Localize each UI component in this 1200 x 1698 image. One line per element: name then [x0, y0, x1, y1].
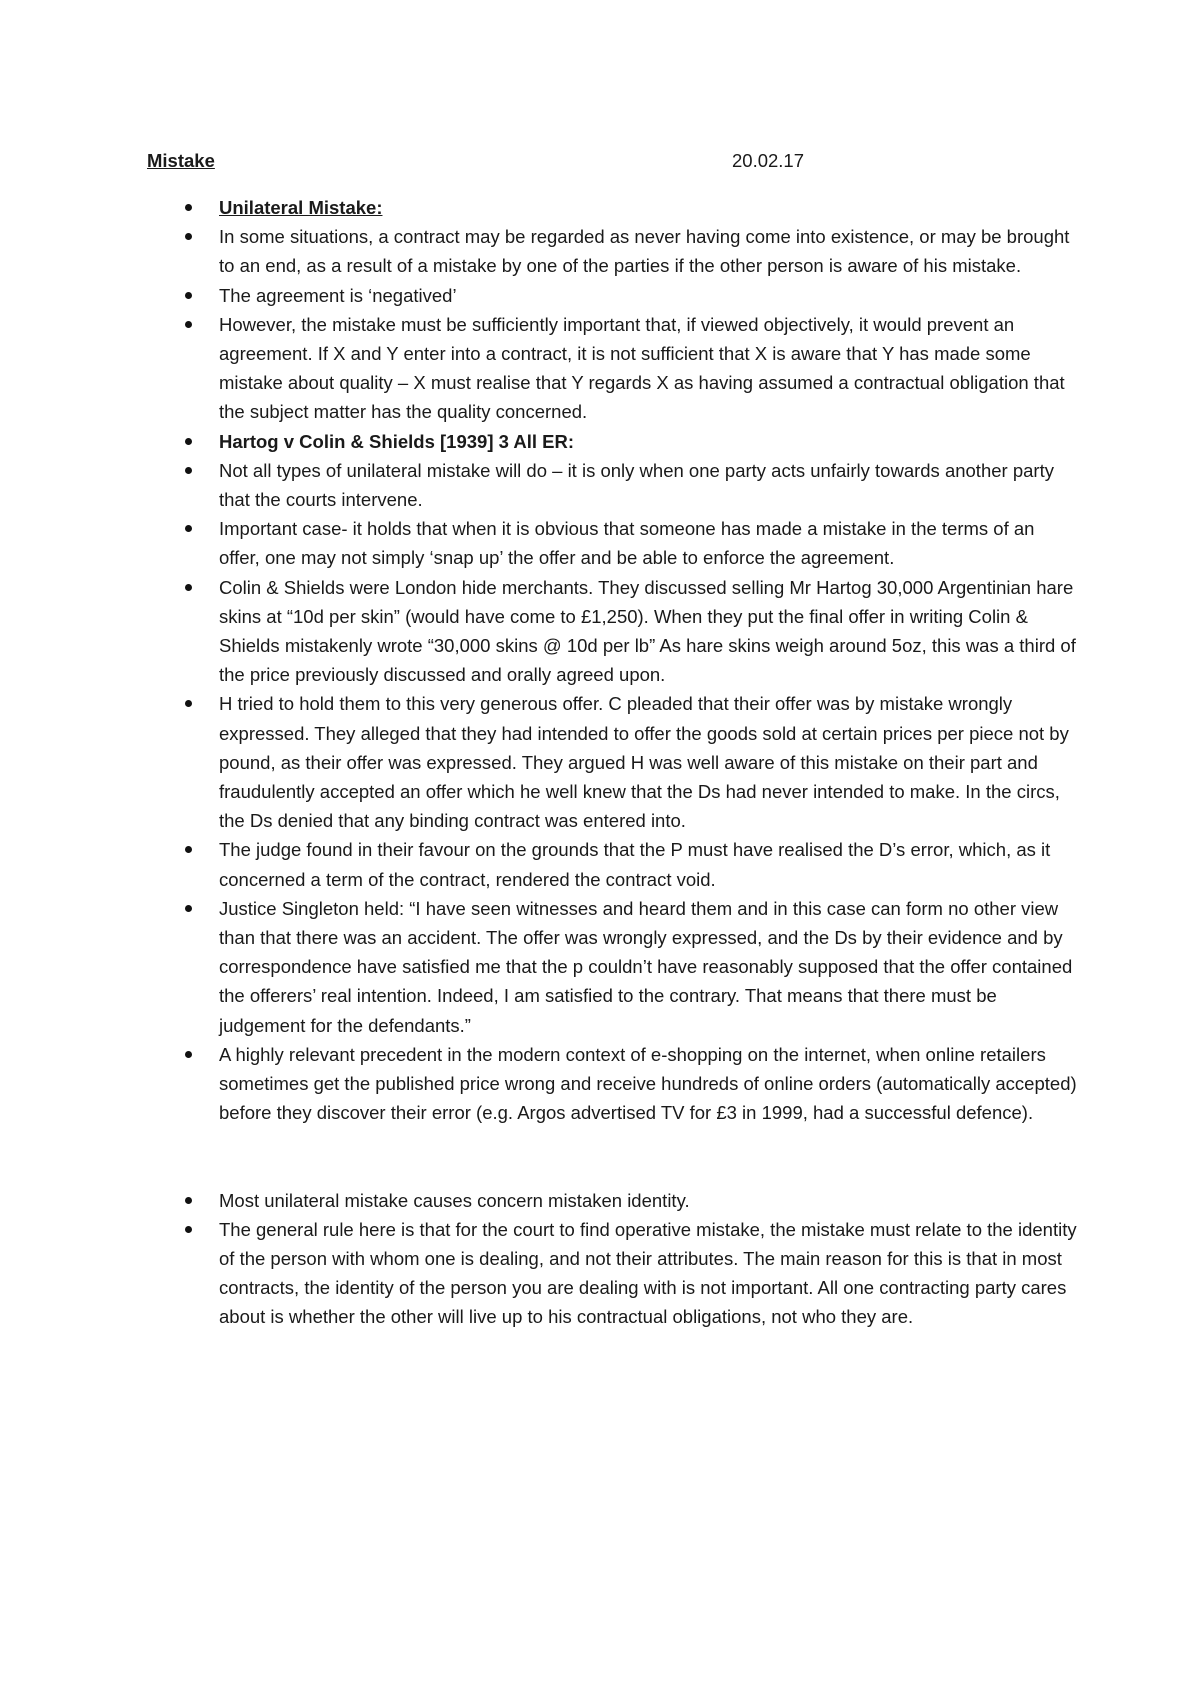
- bullet-icon: [185, 321, 192, 328]
- bullet-icon: [185, 846, 192, 853]
- list-item: [147, 281, 1077, 310]
- list-item: [147, 835, 1077, 893]
- list-item: [147, 1186, 1077, 1215]
- bullet-icon: [185, 1051, 192, 1058]
- list-item: [147, 1040, 1077, 1128]
- list-item-text: The agreement is ‘negatived’: [219, 284, 457, 306]
- section-heading: Unilateral Mistake:: [219, 197, 383, 218]
- bullet-icon: [185, 700, 192, 707]
- bullet-icon: [185, 525, 192, 532]
- list-item-text: However, the mistake must be sufficiently important that, if viewed objectively, it would prevent an agreement. If X and Y enter into a contract, it is not sufficient that X is aware that Y has made some mistake about quality – X must realise that Y regards X as having assumed a contractual obligation that the subject matter has the quality concerned.: [219, 313, 1065, 423]
- list-item-text: The general rule here is that for the court to find operative mistake, the mistake must relate to the identity of the person with whom one is dealing, and not their attributes. The main reason for this is that in most contracts, the identity of the person you are dealing with is not important. All one contracting party cares about is whether the other will live up to his contractual obligations, not who they are.: [219, 1218, 1077, 1328]
- bullet-icon: [185, 467, 192, 474]
- bullet-icon: [185, 438, 192, 445]
- case-heading: Hartog v Colin & Shields [1939] 3 All ER:: [219, 430, 574, 452]
- document-title: Mistake: [147, 150, 215, 171]
- bullet-icon: [185, 905, 192, 912]
- document-header: [147, 148, 847, 174]
- list-item: [147, 894, 1077, 1040]
- list-item-text: Colin & Shields were London hide merchants. They discussed selling Mr Hartog 30,000 Argentinian hare skins at “10d per skin” (would have come to £1,250). When they put the final offer in writing Colin & Shields mistakenly wrote “30,000 skins @ 10d per lb” As hare skins weigh around 5oz, this was a third of the price previously discussed and orally agreed upon.: [219, 576, 1076, 686]
- list-item: [147, 689, 1077, 835]
- list-item: [147, 427, 1077, 456]
- list-item: [147, 222, 1077, 280]
- bullet-icon: [185, 1226, 192, 1233]
- list-item: [147, 514, 1077, 572]
- bullet-icon: [185, 233, 192, 240]
- list-item-text: A highly relevant precedent in the modern context of e-shopping on the internet, when online retailers sometimes get the published price wrong and receive hundreds of online orders (automatically accepted) before they discover their error (e.g. Argos advertised TV for £3 in 1999, had a successful defence).: [219, 1043, 1077, 1124]
- list-item-text: In some situations, a contract may be regarded as never having come into existence, or may be brought to an end, as a result of a mistake by one of the parties if the other person is aware of his mistake.: [219, 226, 1070, 277]
- list-item-text: The judge found in their favour on the grounds that the P must have realised the D’s error, which, as it concerned a term of the contract, rendered the contract void.: [219, 839, 1051, 890]
- list-item-text: Not all types of unilateral mistake will do – it is only when one party acts unfairly towards another party that the courts intervene.: [219, 459, 1054, 511]
- list-item-text: Most unilateral mistake causes concern mistaken identity.: [219, 1189, 690, 1211]
- bullet-icon: [185, 292, 192, 299]
- list-item: [147, 1215, 1077, 1332]
- list-item: [147, 193, 1077, 222]
- list-item-text: H tried to hold them to this very generous offer. C pleaded that their offer was by mistake wrongly expressed. They alleged that they had intended to offer the goods sold at certain prices per piece not by pound, as their offer was expressed. They argued H was well aware of this mistake on their part and fraudulently accepted an offer which he well knew that the Ds had never intended to make. In the circs, the Ds denied that any binding contract was entered into.: [219, 693, 1069, 832]
- bullet-icon: [185, 584, 192, 591]
- list-item: [147, 456, 1077, 514]
- bullet-icon: [185, 1197, 192, 1204]
- list-item-text: Important case- it holds that when it is obvious that someone has made a mistake in the terms of an offer, one may not simply ‘snap up’ the offer and be able to enforce the agreement.: [219, 518, 1035, 569]
- notes-bullet-list: [147, 193, 1077, 1332]
- list-item: [147, 573, 1077, 690]
- list-item: [147, 310, 1077, 427]
- list-item-text: Justice Singleton held: “I have seen witnesses and heard them and in this case can form no other view than that there was an accident. The offer was wrongly expressed, and the Ds by their evidence and by correspondence have satisfied me that the p couldn’t have reasonably supposed that the offer contained the offerers’ real intention. Indeed, I am satisfied to the contrary. That means that there must be judgement for the defendants.”: [219, 897, 1073, 1036]
- bullet-icon: [185, 204, 192, 211]
- document-date: 20.02.17: [732, 150, 805, 171]
